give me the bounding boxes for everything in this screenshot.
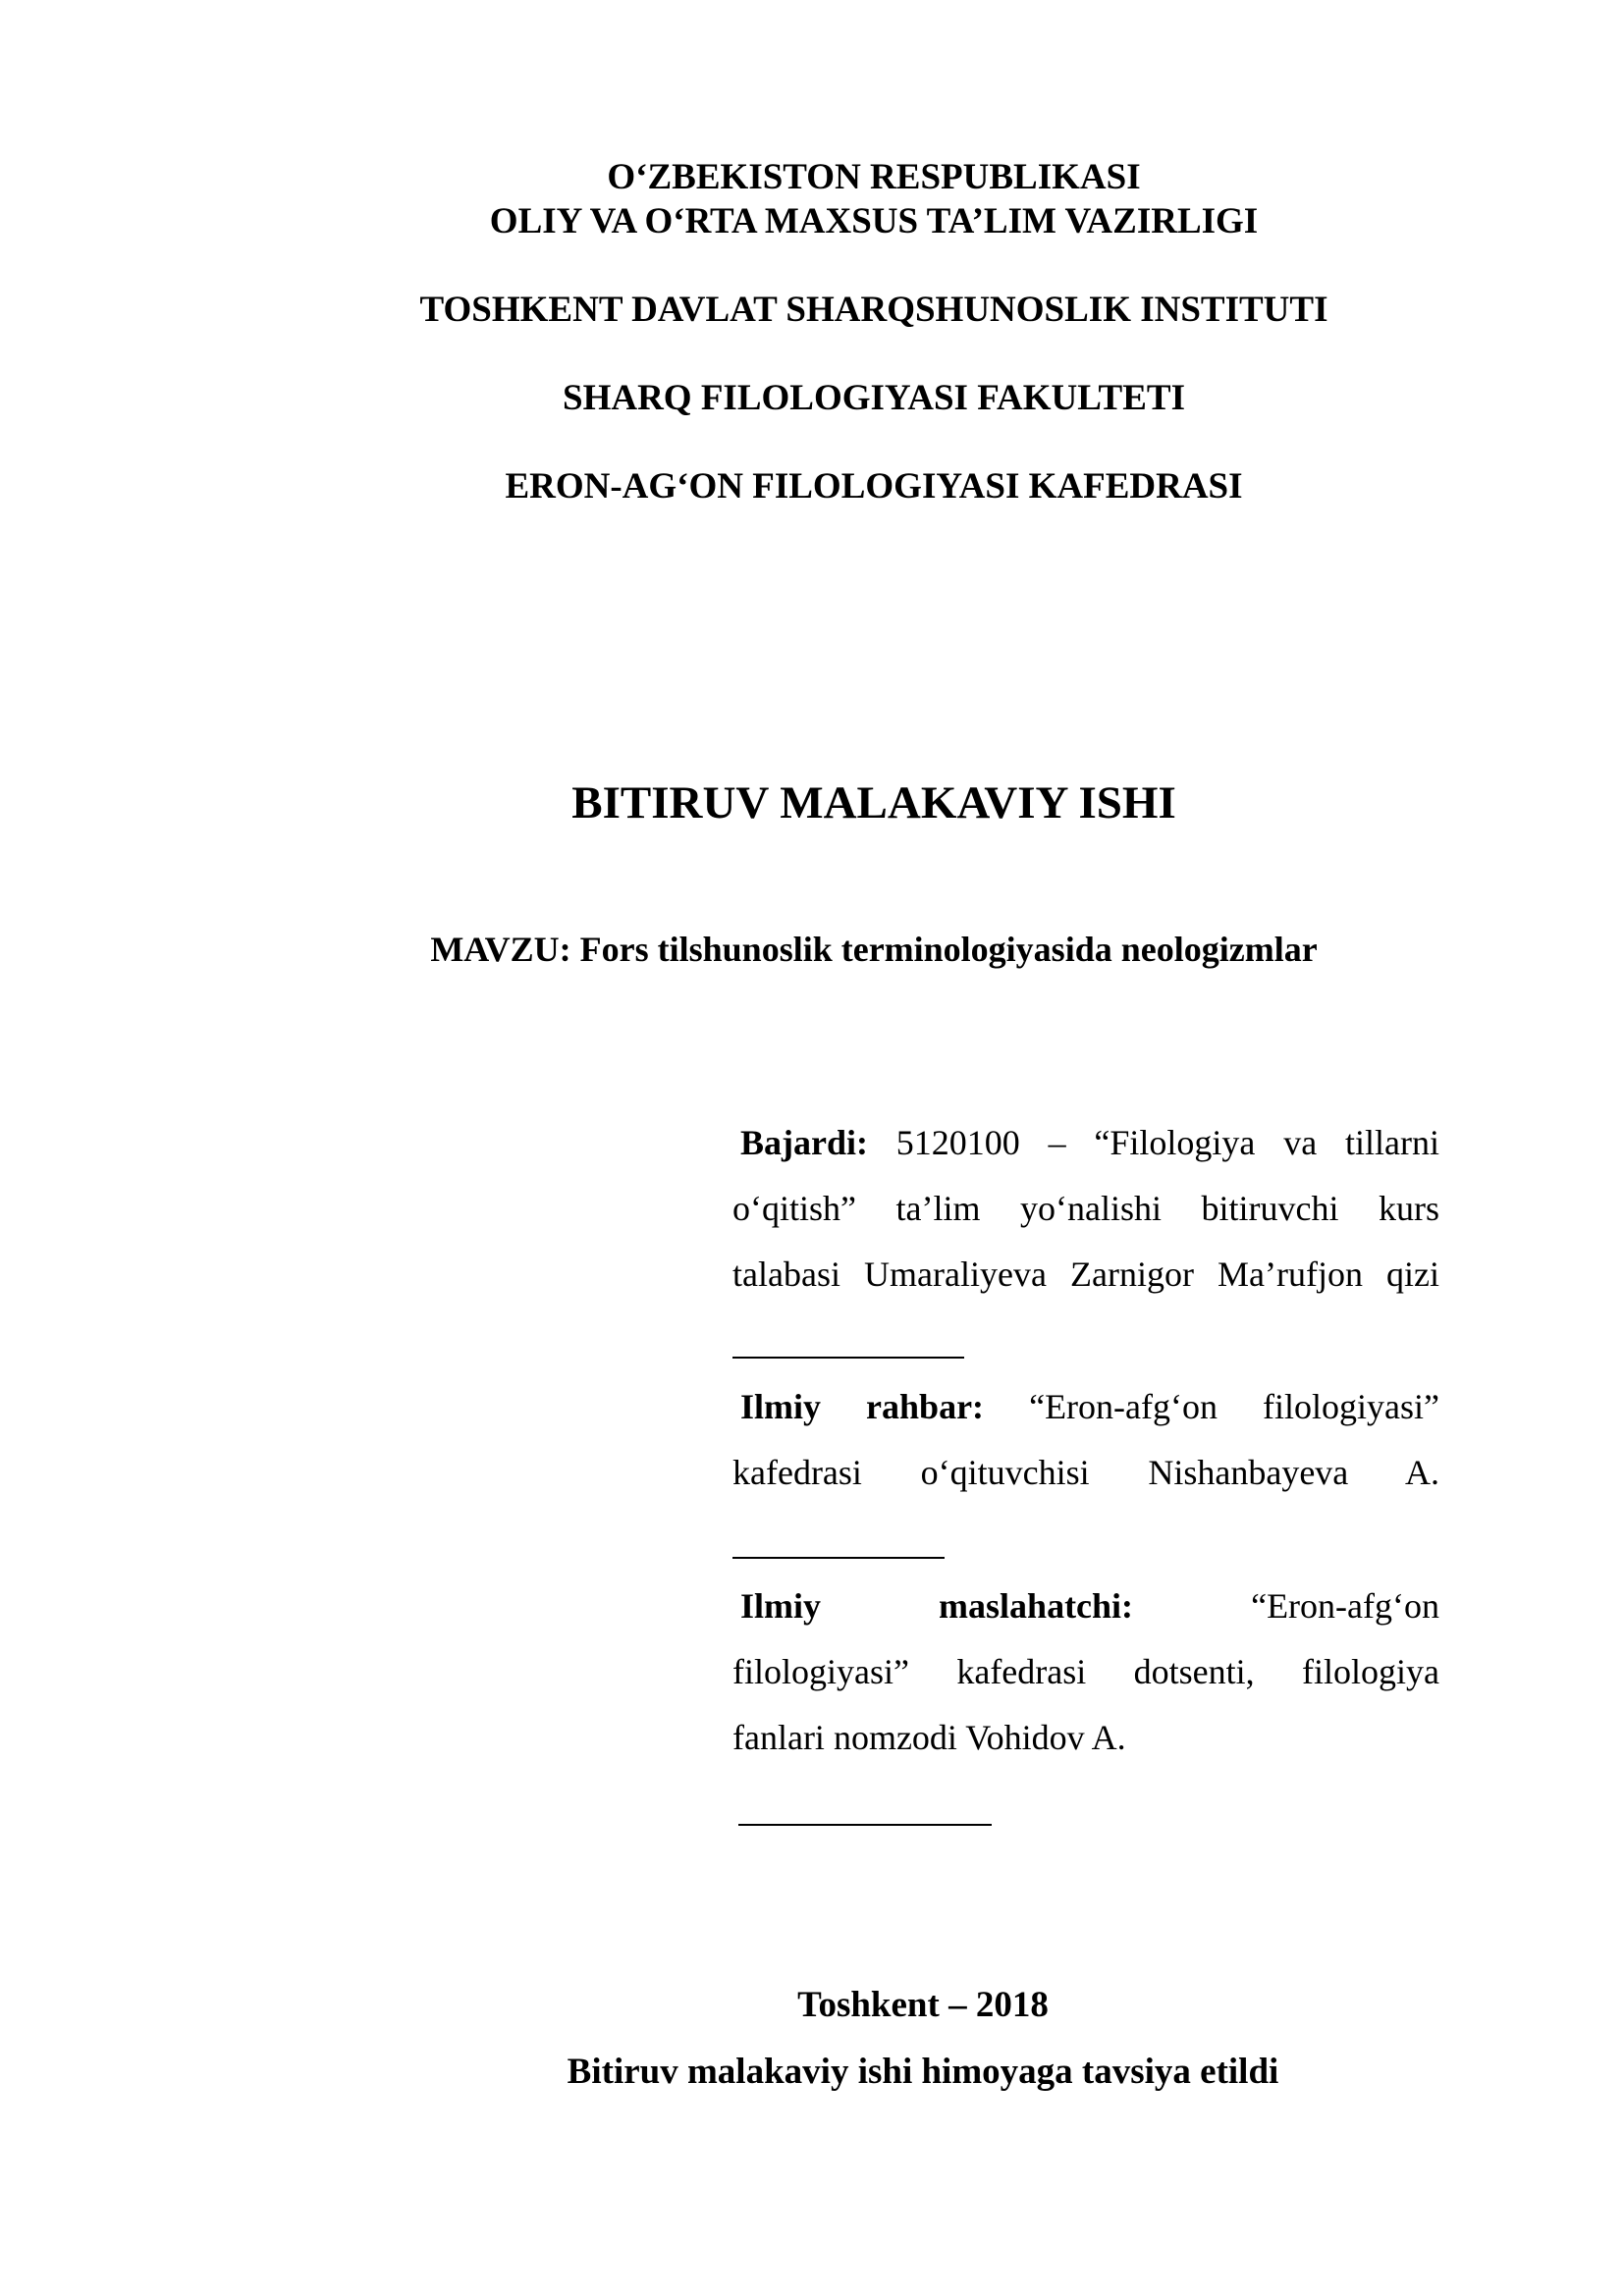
supervisor-signature-line (732, 1557, 945, 1559)
performer-line1: 5120100 – “Filologiya va tillarni (868, 1123, 1439, 1162)
supervisor-line1: “Eron-afg‘on filologiyasi” (984, 1387, 1439, 1426)
performer-line2: o‘qitish” ta’lim yo‘nalishi bitiruvchi kurs (732, 1189, 1439, 1228)
topic-line: MAVZU: Fors tilshunoslik terminologiyasida neologizmlar (430, 930, 1318, 969)
department-line: ERON-AG‘ON FILOLOGIYASI KAFEDRASI (505, 466, 1243, 507)
consultant-line2: filologiyasi” kafedrasi dotsenti, filologiya (732, 1652, 1439, 1691)
consultant-line1: “Eron-afg‘on (1133, 1586, 1439, 1626)
supervisor-block (732, 1374, 1439, 1506)
faculty-line: SHARQ FILOLOGIYASI FAKULTETI (563, 378, 1185, 418)
supervisor-line2: kafedrasi o‘qituvchisi Nishanbayeva A. (732, 1453, 1439, 1492)
performer-signature-line (732, 1357, 964, 1359)
performer-line3: talabasi Umaraliyeva Zarnigor Ma’rufjon qizi (732, 1255, 1439, 1294)
republic-line: O‘ZBEKISTON RESPUBLIKASI (607, 157, 1141, 197)
recommendation-line: Bitiruv malakaviy ishi himoyaga tavsiya etildi (567, 2052, 1279, 2092)
performer-block (732, 1110, 1439, 1308)
place-year: Toshkent – 2018 (797, 1985, 1049, 2025)
institute-line: TOSHKENT DAVLAT SHARQSHUNOSLIK INSTITUTI (419, 290, 1328, 330)
ministry-line: OLIY VA O‘RTA MAXSUS TA’LIM VAZIRLIGI (489, 201, 1259, 241)
performer-label: Bajardi: (740, 1123, 868, 1162)
consultant-line3: fanlari nomzodi Vohidov A. (732, 1718, 1126, 1757)
consultant-label: Ilmiy maslahatchi: (740, 1586, 1134, 1626)
consultant-block (732, 1574, 1439, 1771)
supervisor-label: Ilmiy rahbar: (740, 1387, 985, 1426)
document-title: BITIRUV MALAKAVIY ISHI (571, 777, 1176, 828)
consultant-signature-line (738, 1824, 992, 1826)
